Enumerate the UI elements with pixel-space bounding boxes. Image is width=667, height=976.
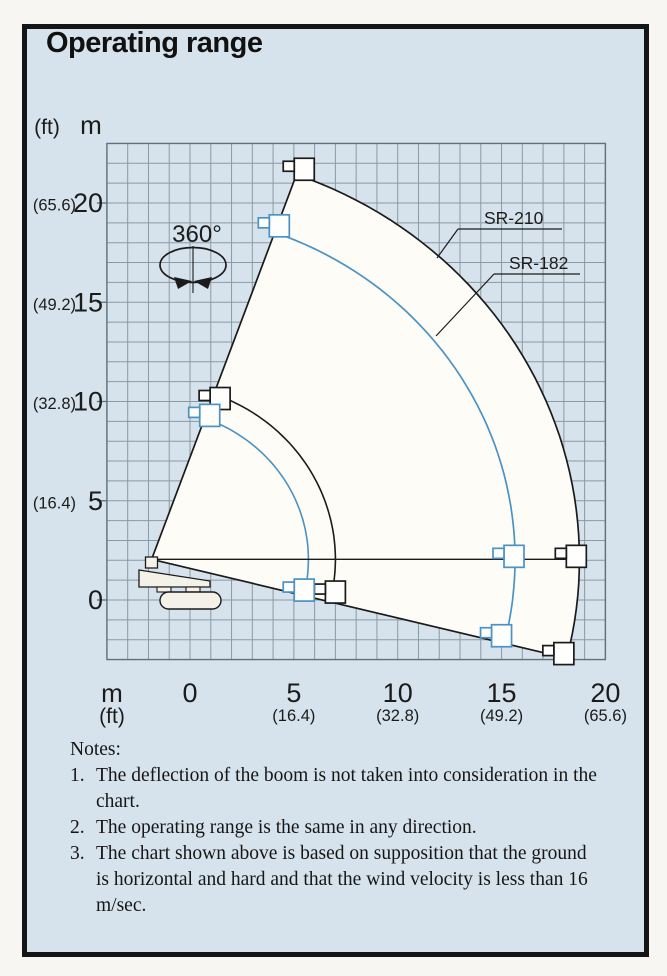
y-tick-label-ft: (65.6) (32, 196, 76, 215)
basket-mount (481, 628, 492, 638)
x-tick-label: 0 (182, 678, 198, 708)
x-tick-label-ft: (16.4) (272, 707, 316, 725)
notes-section (70, 737, 598, 919)
page-title: Operating range (46, 27, 263, 59)
y-axis-unit-ft: (ft) (34, 116, 60, 139)
basket-box (200, 404, 220, 426)
y-tick-label: 10 (72, 386, 103, 417)
note-number: 2. (70, 817, 85, 838)
basket-box (325, 581, 345, 603)
basket-mount (543, 646, 554, 656)
crane-body (139, 570, 210, 587)
note-text: The operating range is the same in any direction. (96, 817, 477, 838)
series-name-label: SR-182 (509, 253, 569, 273)
basket-marker (481, 625, 512, 647)
basket-box (566, 545, 586, 567)
notes-list (70, 763, 598, 919)
y-tick-label-ft: (49.2) (32, 295, 76, 314)
x-tick-label: 20 (590, 678, 621, 708)
basket-marker (543, 643, 574, 665)
note-number: 3. (70, 843, 85, 864)
x-tick-label-ft: (65.6) (583, 707, 627, 725)
y-axis-unit-m: m (80, 110, 102, 140)
x-tick-label: 5 (286, 678, 302, 708)
basket-mount (283, 161, 294, 171)
y-tick-label: 15 (72, 287, 103, 318)
basket-box (492, 625, 512, 647)
y-tick-label-ft: (32.8) (32, 395, 76, 413)
basket-mount (199, 391, 210, 401)
x-tick-label: 10 (382, 678, 413, 708)
series-name-label: SR-210 (484, 208, 544, 228)
note-text: The chart shown above is based on supposition that the ground is horizontal and hard and that the wind velocity is less than 16 m/sec. (96, 843, 588, 916)
leader-line (437, 229, 458, 258)
basket-box (504, 545, 524, 567)
basket-box (554, 643, 574, 665)
rotation-label: 360° (172, 221, 222, 248)
y-tick-label-ft: (16.4) (32, 494, 76, 513)
x-axis-unit-m: m (101, 678, 123, 708)
basket-marker (258, 215, 289, 237)
x-tick-label-ft: (49.2) (479, 707, 524, 725)
note-item (70, 815, 598, 841)
note-item (70, 841, 598, 919)
basket-box (269, 215, 289, 237)
notes-heading: Notes: (70, 739, 121, 760)
basket-box (294, 158, 314, 180)
basket-box (294, 579, 314, 601)
note-text: The deflection of the boom is not taken into consideration in the chart. (96, 765, 597, 812)
basket-mount (314, 584, 325, 594)
crawler-track (160, 592, 221, 609)
note-item (70, 763, 598, 815)
basket-mount (555, 548, 566, 558)
x-tick-label-ft: (32.8) (376, 707, 420, 725)
basket-mount (258, 218, 269, 228)
basket-mount (493, 548, 504, 558)
y-tick-label: 20 (72, 188, 103, 218)
basket-marker (283, 579, 314, 601)
y-tick-label: 5 (87, 485, 103, 516)
x-axis-unit-ft: (ft) (99, 705, 125, 728)
crane-foot (186, 587, 200, 592)
note-number: 1. (70, 765, 85, 786)
boom-pivot-box (146, 557, 158, 568)
basket-mount (283, 582, 294, 592)
y-tick-label: 0 (87, 585, 103, 615)
basket-mount (189, 407, 200, 417)
crane-foot (157, 587, 171, 592)
basket-marker (283, 158, 314, 180)
x-tick-label: 15 (486, 678, 517, 708)
basket-marker (189, 404, 220, 426)
